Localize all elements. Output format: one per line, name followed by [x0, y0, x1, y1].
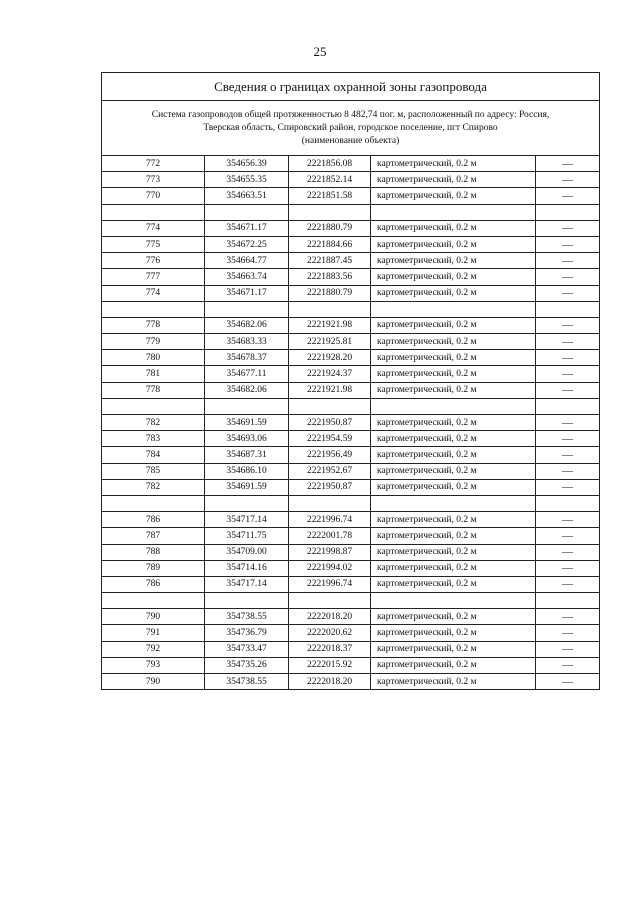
- table-row: [102, 172, 600, 188]
- accuracy-method: картометрический, 0.2 м: [371, 334, 536, 350]
- coordinate-y: 2221880.79: [289, 285, 371, 301]
- table-row: [102, 236, 600, 252]
- coordinate-y: 2221998.87: [289, 544, 371, 560]
- empty-cell: [289, 204, 371, 220]
- coordinate-y: 2221856.08: [289, 156, 371, 172]
- table-row: [102, 382, 600, 398]
- point-number: 787: [102, 528, 205, 544]
- point-number: 775: [102, 236, 205, 252]
- description-cell: —: [536, 220, 600, 236]
- coordinate-y: 2222018.20: [289, 674, 371, 690]
- description-cell: —: [536, 463, 600, 479]
- point-number: 792: [102, 641, 205, 657]
- point-number: 772: [102, 156, 205, 172]
- coordinate-y: 2222015.92: [289, 657, 371, 673]
- accuracy-method: картометрический, 0.2 м: [371, 609, 536, 625]
- coordinate-x: 354693.06: [205, 431, 289, 447]
- empty-cell: [102, 398, 205, 414]
- empty-cell: [371, 593, 536, 609]
- coordinate-x: 354656.39: [205, 156, 289, 172]
- empty-cell: [205, 398, 289, 414]
- coordinate-x: 354736.79: [205, 625, 289, 641]
- coordinate-y: 2221852.14: [289, 172, 371, 188]
- description-cell: —: [536, 236, 600, 252]
- coordinate-x: 354682.06: [205, 317, 289, 333]
- accuracy-method: картометрический, 0.2 м: [371, 657, 536, 673]
- description-cell: —: [536, 350, 600, 366]
- object-description-line-2: Тверская область, Спировский район, городское поселение, пгт Спирово: [203, 122, 498, 133]
- table-row: [102, 657, 600, 673]
- description-cell: —: [536, 366, 600, 382]
- description-cell: —: [536, 641, 600, 657]
- point-number: 773: [102, 172, 205, 188]
- empty-cell: [371, 204, 536, 220]
- coordinate-y: 2222020.62: [289, 625, 371, 641]
- accuracy-method: картометрический, 0.2 м: [371, 220, 536, 236]
- empty-cell: [536, 593, 600, 609]
- empty-cell: [205, 495, 289, 511]
- coordinate-y: 2221954.59: [289, 431, 371, 447]
- coordinate-y: 2221996.74: [289, 512, 371, 528]
- description-cell: —: [536, 415, 600, 431]
- coordinate-x: 354677.11: [205, 366, 289, 382]
- empty-cell: [102, 593, 205, 609]
- table-row: [102, 415, 600, 431]
- description-cell: —: [536, 609, 600, 625]
- point-number: 770: [102, 188, 205, 204]
- point-number: 793: [102, 657, 205, 673]
- coordinate-y: 2221996.74: [289, 576, 371, 592]
- table-title-row: [102, 73, 600, 101]
- empty-cell: [536, 301, 600, 317]
- accuracy-method: картометрический, 0.2 м: [371, 236, 536, 252]
- empty-cell: [102, 301, 205, 317]
- description-cell: —: [536, 447, 600, 463]
- boundary-table: [101, 72, 600, 690]
- coordinate-x: 354738.55: [205, 609, 289, 625]
- coordinate-x: 354663.74: [205, 269, 289, 285]
- coordinate-x: 354691.59: [205, 415, 289, 431]
- table-row: [102, 512, 600, 528]
- empty-cell: [371, 398, 536, 414]
- description-cell: —: [536, 382, 600, 398]
- point-number: 782: [102, 479, 205, 495]
- empty-cell: [371, 301, 536, 317]
- coordinate-y: 2221851.58: [289, 188, 371, 204]
- description-cell: —: [536, 253, 600, 269]
- accuracy-method: картометрический, 0.2 м: [371, 544, 536, 560]
- point-number: 782: [102, 415, 205, 431]
- point-number: 781: [102, 366, 205, 382]
- accuracy-method: картометрический, 0.2 м: [371, 528, 536, 544]
- table-row: [102, 447, 600, 463]
- table-row: [102, 609, 600, 625]
- object-description-row: [102, 101, 600, 156]
- accuracy-method: картометрический, 0.2 м: [371, 625, 536, 641]
- empty-cell: [205, 204, 289, 220]
- coordinate-x: 354709.00: [205, 544, 289, 560]
- table-title: Сведения о границах охранной зоны газопровода: [102, 73, 600, 101]
- point-number: 776: [102, 253, 205, 269]
- coordinate-y: 2221883.56: [289, 269, 371, 285]
- coordinate-x: 354717.14: [205, 576, 289, 592]
- empty-cell: [205, 593, 289, 609]
- description-cell: —: [536, 334, 600, 350]
- accuracy-method: картометрический, 0.2 м: [371, 641, 536, 657]
- coordinate-y: 2221924.37: [289, 366, 371, 382]
- description-cell: —: [536, 188, 600, 204]
- point-number: 784: [102, 447, 205, 463]
- accuracy-method: картометрический, 0.2 м: [371, 156, 536, 172]
- empty-cell: [536, 495, 600, 511]
- empty-cell: [289, 398, 371, 414]
- description-cell: —: [536, 156, 600, 172]
- table-row: [102, 317, 600, 333]
- coordinate-y: 2221950.87: [289, 479, 371, 495]
- coordinate-x: 354683.33: [205, 334, 289, 350]
- coordinate-y: 2222018.20: [289, 609, 371, 625]
- table-row: [102, 188, 600, 204]
- coordinate-y: 2221887.45: [289, 253, 371, 269]
- page-number: 25: [313, 44, 327, 59]
- point-number: 777: [102, 269, 205, 285]
- table-row: [102, 253, 600, 269]
- empty-cell: [536, 204, 600, 220]
- accuracy-method: картометрический, 0.2 м: [371, 188, 536, 204]
- empty-cell: [289, 495, 371, 511]
- accuracy-method: картометрический, 0.2 м: [371, 447, 536, 463]
- table-row: [102, 366, 600, 382]
- description-cell: —: [536, 431, 600, 447]
- coordinate-x: 354663.51: [205, 188, 289, 204]
- coordinate-x: 354672.25: [205, 236, 289, 252]
- coordinate-y: 2221925.81: [289, 334, 371, 350]
- coordinate-x: 354678.37: [205, 350, 289, 366]
- table-row: [102, 674, 600, 690]
- empty-cell: [289, 301, 371, 317]
- coordinate-y: 2222001.78: [289, 528, 371, 544]
- coordinate-y: 2222018.37: [289, 641, 371, 657]
- point-number: 791: [102, 625, 205, 641]
- point-number: 786: [102, 512, 205, 528]
- table-row: [102, 463, 600, 479]
- point-number: 778: [102, 317, 205, 333]
- description-cell: —: [536, 657, 600, 673]
- accuracy-method: картометрический, 0.2 м: [371, 463, 536, 479]
- group-separator-row: [102, 204, 600, 220]
- point-number: 786: [102, 576, 205, 592]
- coordinate-x: 354733.47: [205, 641, 289, 657]
- object-description-line-1: Система газопроводов общей протяженностью 8 482,74 пог. м, расположенный по адресу: Россия,: [151, 109, 550, 120]
- table-row: [102, 156, 600, 172]
- table-row: [102, 285, 600, 301]
- coordinate-x: 354655.35: [205, 172, 289, 188]
- point-number: 780: [102, 350, 205, 366]
- point-number: 789: [102, 560, 205, 576]
- accuracy-method: картометрический, 0.2 м: [371, 285, 536, 301]
- coordinate-x: 354717.14: [205, 512, 289, 528]
- description-cell: —: [536, 674, 600, 690]
- group-separator-row: [102, 593, 600, 609]
- accuracy-method: картометрический, 0.2 м: [371, 674, 536, 690]
- description-cell: —: [536, 528, 600, 544]
- coordinate-x: 354671.17: [205, 285, 289, 301]
- table-row: [102, 334, 600, 350]
- description-cell: —: [536, 544, 600, 560]
- empty-cell: [289, 593, 371, 609]
- table-row: [102, 576, 600, 592]
- table-row: [102, 528, 600, 544]
- accuracy-method: картометрический, 0.2 м: [371, 269, 536, 285]
- accuracy-method: картометрический, 0.2 м: [371, 317, 536, 333]
- coordinate-x: 354714.16: [205, 560, 289, 576]
- description-cell: —: [536, 625, 600, 641]
- coordinate-y: 2221884.66: [289, 236, 371, 252]
- table-row: [102, 431, 600, 447]
- accuracy-method: картометрический, 0.2 м: [371, 479, 536, 495]
- point-number: 790: [102, 674, 205, 690]
- coordinate-y: 2221956.49: [289, 447, 371, 463]
- coordinate-y: 2221952.67: [289, 463, 371, 479]
- coordinate-x: 354735.26: [205, 657, 289, 673]
- coordinate-x: 354686.10: [205, 463, 289, 479]
- description-cell: —: [536, 512, 600, 528]
- empty-cell: [371, 495, 536, 511]
- accuracy-method: картометрический, 0.2 м: [371, 560, 536, 576]
- coordinate-x: 354682.06: [205, 382, 289, 398]
- point-number: 785: [102, 463, 205, 479]
- description-cell: —: [536, 269, 600, 285]
- point-number: 788: [102, 544, 205, 560]
- table-row: [102, 350, 600, 366]
- coordinate-x: 354671.17: [205, 220, 289, 236]
- description-cell: —: [536, 560, 600, 576]
- accuracy-method: картометрический, 0.2 м: [371, 431, 536, 447]
- point-number: 778: [102, 382, 205, 398]
- accuracy-method: картометрический, 0.2 м: [371, 576, 536, 592]
- group-separator-row: [102, 301, 600, 317]
- coordinate-y: 2221921.98: [289, 382, 371, 398]
- description-cell: —: [536, 317, 600, 333]
- coordinate-x: 354687.31: [205, 447, 289, 463]
- coordinate-x: 354691.59: [205, 479, 289, 495]
- accuracy-method: картометрический, 0.2 м: [371, 382, 536, 398]
- table-row: [102, 544, 600, 560]
- coordinate-x: 354711.75: [205, 528, 289, 544]
- coordinate-x: 354738.55: [205, 674, 289, 690]
- object-description-caption: (наименование объекта): [301, 135, 400, 146]
- boundary-table-body: [102, 73, 600, 690]
- description-cell: —: [536, 479, 600, 495]
- point-number: 779: [102, 334, 205, 350]
- accuracy-method: картометрический, 0.2 м: [371, 512, 536, 528]
- table-row: [102, 625, 600, 641]
- table-row: [102, 220, 600, 236]
- empty-cell: [102, 204, 205, 220]
- coordinate-y: 2221880.79: [289, 220, 371, 236]
- table-row: [102, 560, 600, 576]
- description-cell: —: [536, 576, 600, 592]
- empty-cell: [205, 301, 289, 317]
- coordinate-y: 2221928.20: [289, 350, 371, 366]
- accuracy-method: картометрический, 0.2 м: [371, 172, 536, 188]
- coordinate-y: 2221950.87: [289, 415, 371, 431]
- object-description: [102, 101, 600, 156]
- point-number: 783: [102, 431, 205, 447]
- accuracy-method: картометрический, 0.2 м: [371, 253, 536, 269]
- accuracy-method: картометрический, 0.2 м: [371, 366, 536, 382]
- group-separator-row: [102, 398, 600, 414]
- coordinate-y: 2221994.02: [289, 560, 371, 576]
- table-row: [102, 269, 600, 285]
- accuracy-method: картометрический, 0.2 м: [371, 415, 536, 431]
- coordinate-y: 2221921.98: [289, 317, 371, 333]
- point-number: 774: [102, 220, 205, 236]
- empty-cell: [536, 398, 600, 414]
- description-cell: —: [536, 172, 600, 188]
- empty-cell: [102, 495, 205, 511]
- coordinate-x: 354664.77: [205, 253, 289, 269]
- description-cell: —: [536, 285, 600, 301]
- point-number: 790: [102, 609, 205, 625]
- point-number: 774: [102, 285, 205, 301]
- accuracy-method: картометрический, 0.2 м: [371, 350, 536, 366]
- table-row: [102, 641, 600, 657]
- group-separator-row: [102, 495, 600, 511]
- table-row: [102, 479, 600, 495]
